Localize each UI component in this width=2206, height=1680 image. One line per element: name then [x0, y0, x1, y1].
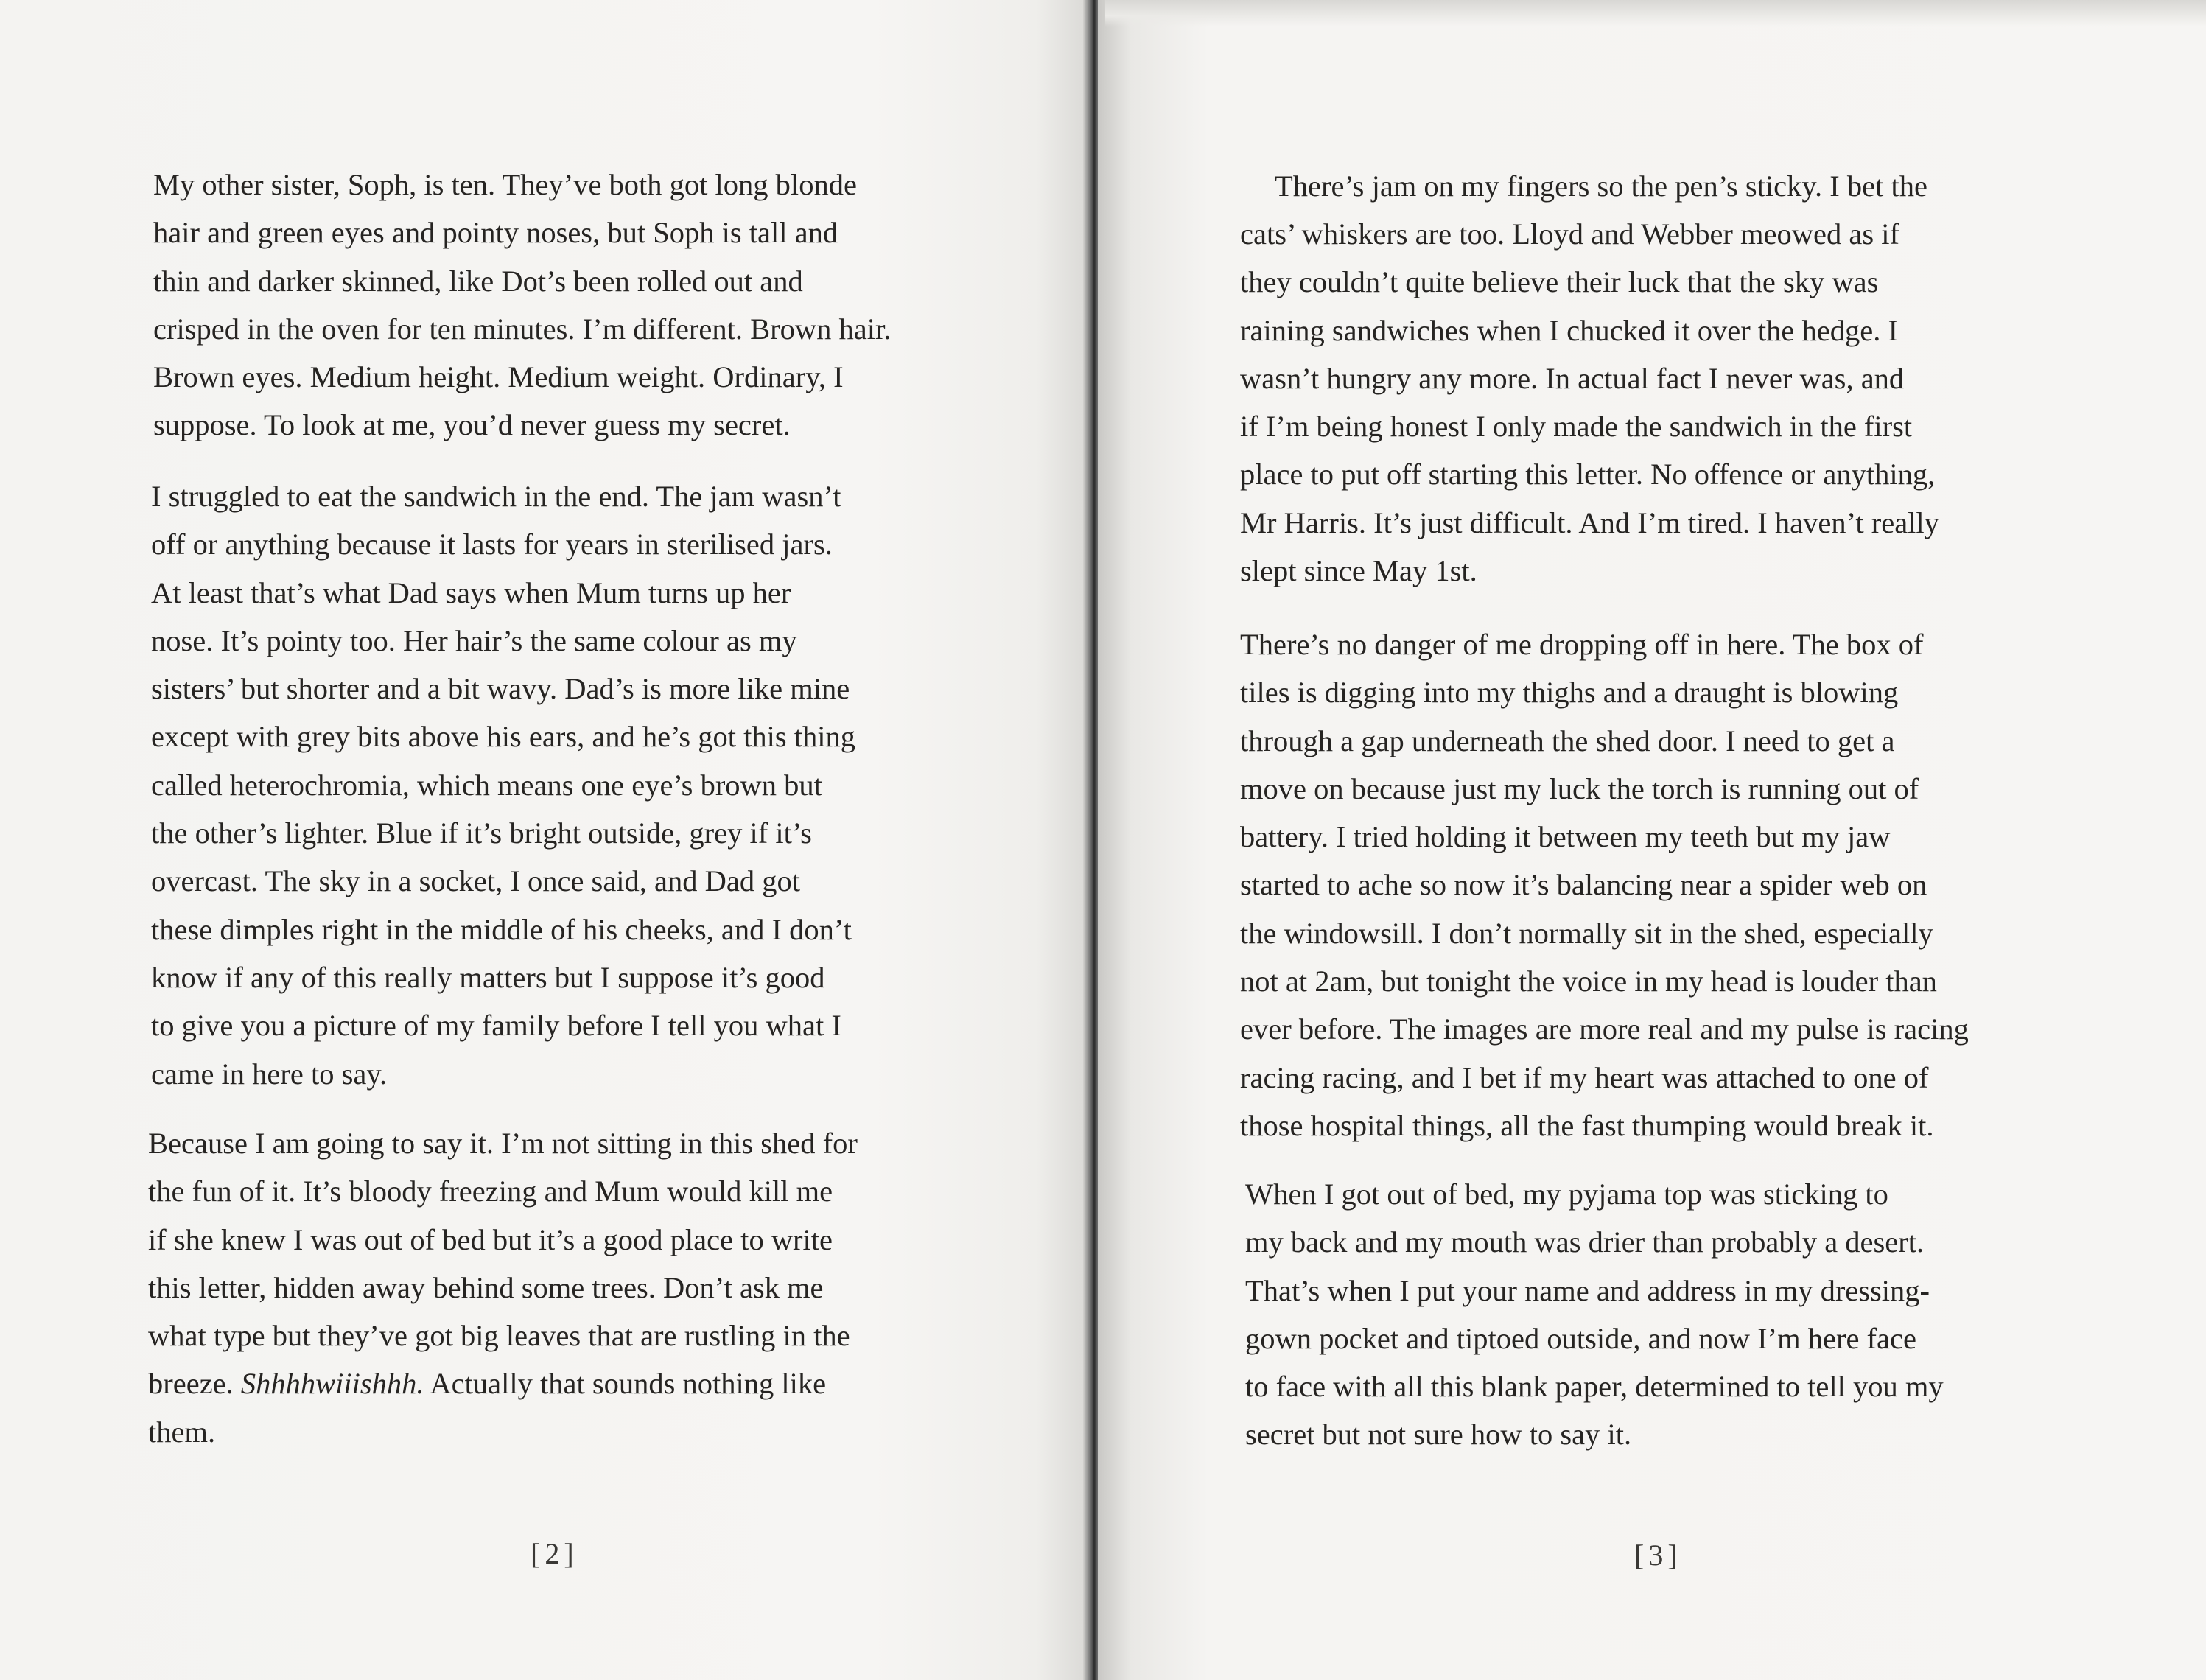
text-line: nose. It’s pointy too. Her hair’s the same colour as my: [151, 623, 797, 657]
text-line: cats’ whiskers are too. Lloyd and Webber meowed as if: [1240, 217, 1899, 251]
page-number-left: [2]: [531, 1537, 578, 1570]
text-line: raining sandwiches when I chucked it over the hedge. I: [1240, 313, 1898, 347]
right-paragraph-1: [1275, 162, 1927, 210]
text-line: came in here to say.: [151, 1057, 388, 1091]
text-line: these dimples right in the middle of his cheeks, and I don’t: [151, 912, 852, 946]
right-paragraph-3: [1245, 1170, 1944, 1459]
text-line: started to ache so now it’s balancing near a spider web on: [1240, 868, 1927, 902]
text-line: hair and green eyes and pointy noses, but Soph is tall and: [153, 216, 838, 250]
text-line: this letter, hidden away behind some trees. Don’t ask me: [148, 1270, 824, 1304]
text-line: through a gap underneath the shed door. I need to get a: [1240, 724, 1895, 757]
text-line: thin and darker skinned, like Dot’s been rolled out and: [153, 264, 803, 298]
right-page-top-edge: [1105, 0, 2206, 27]
text-line: the fun of it. It’s bloody freezing and Mum would kill me: [148, 1175, 833, 1208]
text-line: those hospital things, all the fast thumping would break it.: [1240, 1108, 1934, 1142]
text-line: My other sister, Soph, is ten. They’ve both got long blonde: [153, 168, 857, 201]
right-paragraph-2: [1240, 620, 1969, 1149]
text-run: breeze.: [148, 1367, 241, 1401]
text-line: gown pocket and tiptoed outside, and now I’m here face: [1245, 1321, 1916, 1355]
text-line: [148, 1359, 858, 1407]
text-line: There’s no danger of me dropping off in here. The box of: [1240, 628, 1924, 661]
text-line: battery. I tried holding it between my teeth but my jaw: [1240, 820, 1891, 854]
text-line: When I got out of bed, my pyjama top was sticking to: [1245, 1177, 1888, 1211]
text-line: suppose. To look at me, you’d never guess my secret.: [153, 408, 791, 442]
text-line: what type but they’ve got big leaves that are rustling in the: [148, 1319, 850, 1353]
text-line: not at 2am, but tonight the voice in my head is louder than: [1240, 965, 1937, 998]
text-line: Brown eyes. Medium height. Medium weight. Ordinary, I: [153, 360, 844, 394]
onomatopoeia-italic: Shhhhwiiishhh.: [240, 1367, 424, 1401]
text-run: Actually that sounds nothing like: [424, 1367, 827, 1401]
text-line: to give you a picture of my family before I tell you what I: [151, 1009, 841, 1043]
text-line: the other’s lighter. Blue if it’s bright outside, grey if it’s: [151, 816, 812, 850]
text-line: they couldn’t quite believe their luck that the sky was: [1240, 265, 1879, 299]
text-line: my back and my mouth was drier than probably a desert.: [1245, 1225, 1925, 1259]
text-line: wasn’t hungry any more. In actual fact I never was, and: [1240, 361, 1905, 395]
text-line: them.: [148, 1415, 216, 1449]
text-line: tiles is digging into my thighs and a draught is blowing: [1240, 676, 1899, 710]
text-line: crisped in the oven for ten minutes. I’m different. Brown hair.: [153, 312, 892, 346]
text-line: I struggled to eat the sandwich in the end. The jam wasn’t: [151, 480, 841, 513]
text-line: place to put off starting this letter. No offence or anything,: [1240, 458, 1936, 491]
right-paragraph-1-continued: [1240, 210, 1939, 595]
text-line: to face with all this blank paper, determined to tell you my: [1245, 1370, 1944, 1404]
text-line: Because I am going to say it. I’m not sitting in this shed for: [148, 1127, 858, 1160]
text-line: ever before. The images are more real and my pulse is racing: [1240, 1012, 1969, 1046]
text-line: move on because just my luck the torch is running out of: [1240, 771, 1919, 805]
left-paragraph-1: [153, 161, 891, 449]
page-number-right: [3]: [1634, 1539, 1682, 1572]
text-line: That’s when I put your name and address in my dressing-: [1245, 1273, 1930, 1307]
text-line: except with grey bits above his ears, and he’s got this thing: [151, 720, 856, 754]
text-line: slept since May 1st.: [1240, 554, 1477, 588]
text-line: if I’m being honest I only made the sandwich in the first: [1240, 410, 1913, 444]
left-page: [0, 0, 1090, 1680]
left-paragraph-2: [151, 472, 855, 1098]
left-paragraph-3: [148, 1119, 858, 1456]
text-line: racing racing, and I bet if my heart was attached to one of: [1240, 1060, 1929, 1094]
text-line: off or anything because it lasts for years in sterilised jars.: [151, 528, 833, 561]
text-line: sisters’ but shorter and a bit wavy. Dad’s is more like mine: [151, 672, 850, 706]
text-line: overcast. The sky in a socket, I once said, and Dad got: [151, 864, 800, 898]
text-line: if she knew I was out of bed but it’s a good place to write: [148, 1222, 833, 1256]
text-line: called heterochromia, which means one eye’s brown but: [151, 768, 822, 802]
text-line: the windowsill. I don’t normally sit in the shed, especially: [1240, 916, 1933, 950]
text-line: know if any of this really matters but I suppose it’s good: [151, 960, 825, 994]
text-line: Mr Harris. It’s just difficult. And I’m tired. I haven’t really: [1240, 505, 1939, 539]
text-line: At least that’s what Dad says when Mum turns up her: [151, 575, 791, 609]
text-line: secret but not sure how to say it.: [1245, 1418, 1632, 1452]
text-line: There’s jam on my fingers so the pen’s sticky. I bet the: [1275, 169, 1927, 203]
